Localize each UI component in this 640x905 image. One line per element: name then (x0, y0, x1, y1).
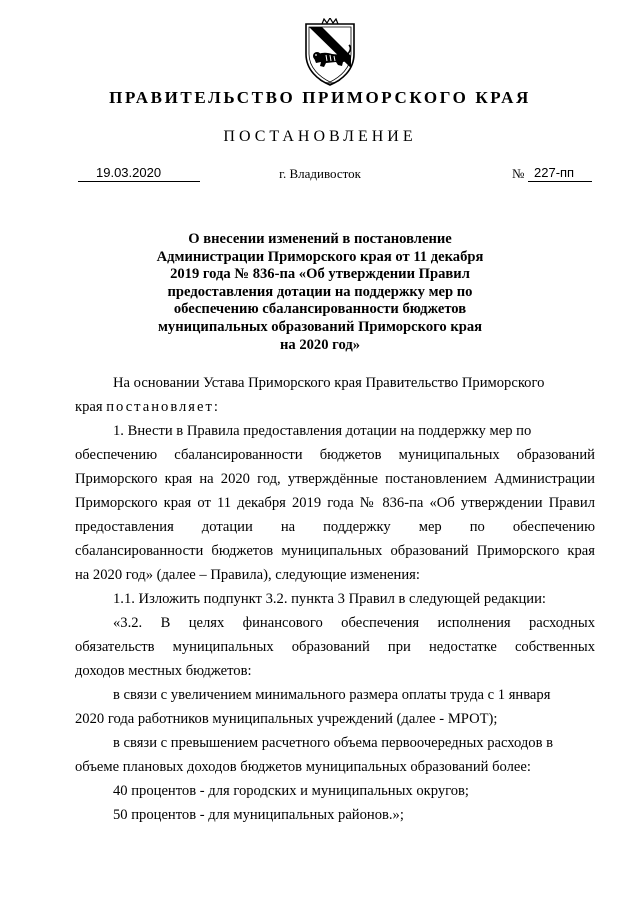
body-line: сбалансированности бюджетов муниципальных образований Приморского края (75, 543, 595, 559)
body-line (75, 395, 595, 419)
body-line: доходов местных бюджетов: (75, 663, 252, 679)
subject-line: обеспечению сбалансированности бюджетов (173, 301, 467, 318)
document-number (512, 165, 594, 182)
document-body (75, 371, 595, 827)
body-line: обязательств муниципальных образований при недостатке собственных (75, 639, 595, 655)
government-title: ПРАВИТЕЛЬСТВО ПРИМОРСКОГО КРАЯ (109, 88, 531, 107)
body-line: предоставления дотации на поддержку мер по обеспечению (75, 519, 595, 535)
subject-line: на 2020 год» (279, 336, 360, 353)
number-value: 227-пп (528, 165, 592, 182)
number-sign: № (512, 166, 525, 181)
body-line: обеспечению сбалансированности бюджетов муниципальных образований (75, 447, 595, 463)
document-type: ПОСТАНОВЛЕНИЕ (223, 128, 417, 145)
subject-line: Администрации Приморского края от 11 декабря (156, 248, 484, 265)
body-line: Приморского края от 11 декабря 2019 года № 836-па «Об утверждении Правил (75, 495, 595, 511)
body-line: 1.1. Изложить подпункт 3.2. пункта 3 Правил в следующей редакции: (113, 591, 546, 607)
body-line: 50 процентов - для муниципальных районов.»; (113, 807, 404, 823)
body-line: на 2020 год» (далее – Правила), следующие изменения: (75, 567, 420, 583)
body-line: в связи с увеличением минимального размера оплаты труда с 1 января (113, 687, 551, 703)
body-line: На основании Устава Приморского края Правительство Приморского (113, 375, 545, 391)
document-city: г. Владивосток (279, 166, 361, 181)
body-line: объеме плановых доходов бюджетов муниципальных образований более: (75, 759, 531, 775)
body-line: 40 процентов - для городских и муниципальных округов; (113, 783, 469, 799)
body-line: 2020 года работников муниципальных учреждений (далее - МРОТ); (75, 711, 498, 727)
document-meta-row (0, 165, 640, 187)
document-subject (120, 231, 520, 354)
body-line: в связи с превышением расчетного объема первоочередных расходов в (113, 735, 554, 751)
coat-of-arms-icon (300, 18, 360, 88)
subject-line: 2019 года № 836-па «Об утверждении Правил (170, 266, 470, 283)
body-line: 1. Внести в Правила предоставления дотации на поддержку мер по (113, 423, 532, 439)
body-line-fragment: края (75, 399, 103, 415)
document-date: 19.03.2020 (78, 165, 200, 182)
subject-line: предоставления дотации на поддержку мер по (167, 283, 473, 300)
body-line-fragment: постановляет: (106, 399, 220, 415)
subject-line: муниципальных образований Приморского края (157, 318, 483, 335)
subject-line: О внесении изменений в постановление (188, 231, 452, 247)
body-line: «3.2. В целях финансового обеспечения исполнения расходных (113, 615, 595, 631)
body-line: Приморского края на 2020 год, утверждённые постановлением Администрации (75, 471, 595, 487)
